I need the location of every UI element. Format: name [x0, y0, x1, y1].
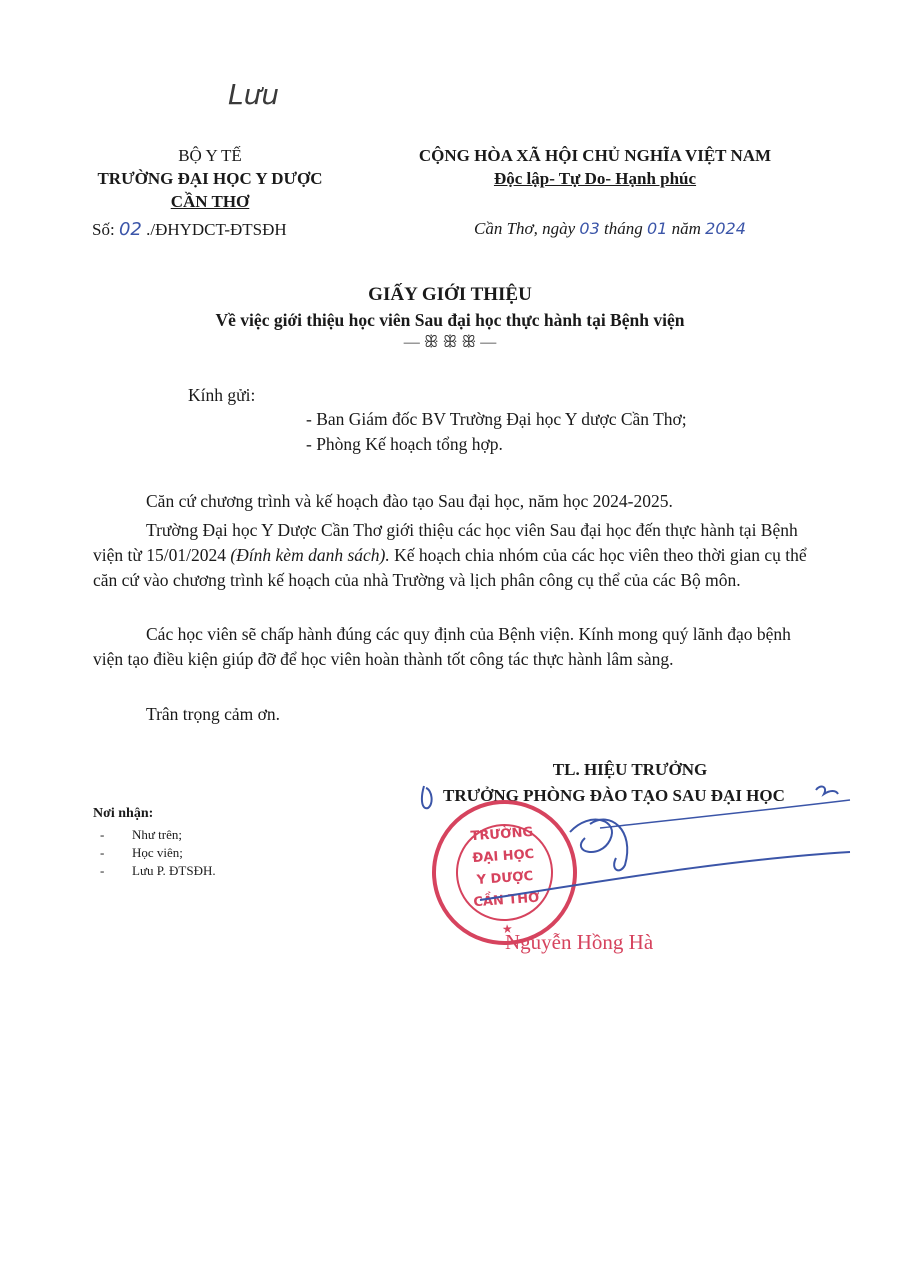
nation-name: CỘNG HÒA XÃ HỘI CHỦ NGHĨA VIỆT NAM	[418, 146, 772, 165]
national-header	[385, 144, 805, 190]
issuer-header	[60, 144, 360, 213]
recipient-item-1: - Ban Giám đốc BV Trường Đại học Y dược Cần Thơ;	[306, 409, 687, 429]
date-line	[474, 219, 746, 239]
distribution-item: - Lưu P. ĐTSĐH.	[100, 863, 216, 878]
date-day: 03	[579, 219, 600, 238]
date-place: Cần Thơ, ngày	[474, 219, 576, 238]
date-year: 2024	[705, 219, 746, 238]
recipient-item-2: - Phòng Kế hoạch tổng hợp.	[306, 434, 503, 454]
reference-number	[92, 219, 287, 240]
title-ornament: — ꕥ ꕥ ꕥ —	[403, 334, 497, 351]
handwritten-signature	[420, 780, 860, 950]
distribution-list	[100, 826, 216, 880]
date-month-label: tháng	[604, 219, 643, 238]
distribution-item: - Như trên;	[100, 827, 183, 842]
ref-suffix: ./ĐHYDCT-ĐTSĐH	[146, 220, 287, 239]
closing-thanks: Trân trọng cảm ơn.	[146, 704, 281, 724]
body-paragraph-2	[93, 518, 813, 593]
stamp-star-icon: ★	[501, 921, 514, 937]
date-month: 01	[647, 219, 668, 238]
ministry-name: BỘ Y TẾ	[178, 146, 242, 165]
document-subtitle: Về việc giới thiệu học viên Sau đại học thực hành tại Bệnh viện	[215, 310, 685, 330]
school-name-line1: TRƯỜNG ĐẠI HỌC Y DƯỢC	[97, 169, 323, 188]
ref-number: 02	[118, 219, 142, 240]
recipients-label: Kính gửi:	[188, 385, 256, 405]
handwritten-note: Lưu	[228, 78, 280, 111]
date-year-label: năm	[671, 219, 701, 238]
paragraph-2-start: Trường Đại học Y Dược Cần Thơ giới thiệu các học viên Sau đại học đến thực hành tại Bệnh viện từ 15/01/2024	[93, 520, 798, 565]
signature-position: TRƯỞNG PHÒNG ĐÀO TẠO SAU ĐẠI HỌC	[443, 786, 785, 805]
distribution-label: Nơi nhận:	[93, 806, 154, 821]
signer-name: Nguyễn Hồng Hà	[505, 930, 654, 954]
ref-prefix: Số:	[92, 220, 115, 239]
paragraph-2-end: Kế hoạch chia nhóm của các học viên theo thời gian cụ thể căn cứ vào chương trình kế hoạch của nhà Trường và lịch phân công cụ thể của các Bộ môn.	[93, 545, 807, 590]
distribution-item: - Học viên;	[100, 845, 183, 860]
body-paragraph-3: Các học viên sẽ chấp hành đúng các quy định của Bệnh viện. Kính mong quý lãnh đạo bệnh viện tạo điều kiện giúp đỡ để học viên hoàn thành tốt công tác thực hành lâm sàng.	[93, 624, 791, 669]
body-paragraph-1: Căn cứ chương trình và kế hoạch đào tạo Sau đại học, năm học 2024-2025.	[146, 491, 673, 511]
paragraph-2-attachment-note: (Đính kèm danh sách).	[230, 545, 390, 565]
national-motto: Độc lập- Tự Do- Hạnh phúc	[493, 169, 697, 188]
document-title: GIẤY GIỚI THIỆU	[368, 284, 532, 305]
school-name-line2: CẦN THƠ	[170, 192, 250, 211]
signature-title: TL. HIỆU TRƯỞNG	[552, 760, 708, 779]
stamp-text: TRƯỜNG ĐẠI HỌC Y DƯỢC CẦN THƠ	[470, 824, 540, 911]
